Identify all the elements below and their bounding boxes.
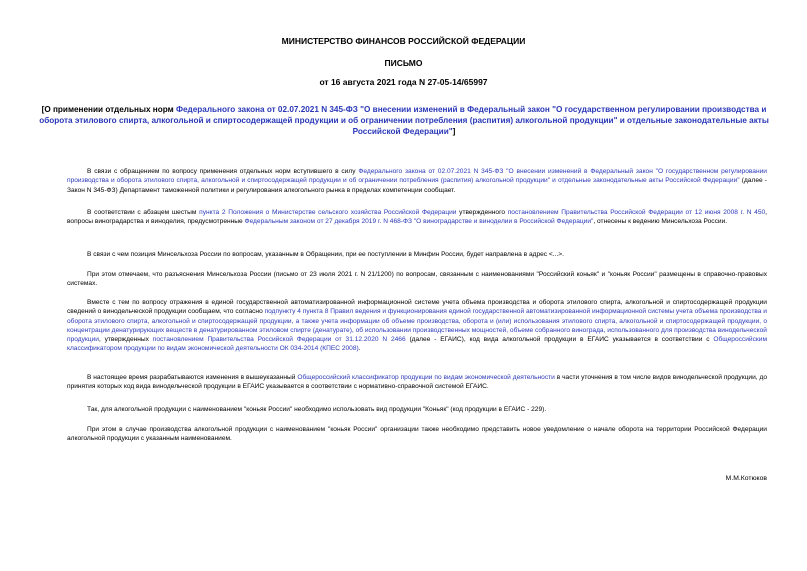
p6-text-1: В настоящее время разрабатываются изменения в вышеуказанный (87, 374, 298, 381)
p5-text-1: Вместе с тем по вопросу отражения в единой государственной автоматизированной информационной системе учета объема производства и оборота этилового спирта, алкогольной и спиртосодержащей продукции сведений о винодельческой продукции сообщаем, что согласно (67, 299, 767, 316)
paragraph-5 (67, 298, 767, 354)
subject-law-link[interactable]: Федерального закона от 02.07.2021 N 345-ФЗ "О внесении изменений в Федеральный закон "О государственном регулировании производства и оборота этилового спирта, алкогольной и спиртосодержащей продукции и об ограничении потребления (распития) алкогольной продукции" и отдельные законодательные акты Российской Федерации" (39, 105, 769, 136)
paragraph-2 (67, 208, 767, 227)
p8-text: При этом в случае производства алкогольной продукции с наименованием "коньяк России" организации также необходимо представить новое уведомление о начале оборота на территории Российской Федерации алкогольной продукции с указанным наименованием. (67, 426, 767, 443)
p5-classifier-link[interactable]: Общероссийским классификатором продукции по видам экономической деятельности ОК 034-2014 (КПЕС 2008) (67, 336, 767, 353)
document-date: от 16 августа 2021 года N 27-05-14/65997 (319, 77, 488, 87)
p6-classifier-link[interactable]: Общероссийский классификатор продукции по видам экономической деятельности (297, 374, 555, 381)
p2-text-1: В соответствии с абзацем шестым (87, 209, 200, 216)
subject-text-1: [О применении отдельных норм (41, 105, 176, 114)
p2-text-3: , вопросы виноградарства и виноделия, предусмотренные (67, 209, 768, 226)
p5-text-2: , утвержденных (98, 336, 153, 344)
p1-law-link[interactable]: Федерального закона от 02.07.2021 N 345-ФЗ "О внесении изменений в Федеральный закон "О государственном регулировании производства и оборота этилового спирта, алкогольной и спиртосодержащей продукции и об ограничении потребления (распития) алкогольной продукции" и отдельные законодательные акты Российской Федерации" (67, 168, 767, 185)
paragraph-8 (67, 425, 767, 444)
p2-text-4: , отнесены к ведению Минсельхоза России. (593, 218, 728, 226)
subject-text-2: ] (452, 127, 456, 136)
p2-regulation-link[interactable]: пункта 2 Положения о Министерстве сельского хозяйства Российской Федерации (199, 209, 457, 216)
p1-text-2: (далее - Закон N 345-ФЗ) Департамент таможенной политики и регулирования алкогольного рынка в пределах компетенции сообщает. (67, 177, 767, 194)
p7-text: Так, для алкогольной продукции с наименованием "коньяк России" необходимо использовать вид продукции "Коньяк" (код продукции в ЕГАИС - 229). (87, 406, 547, 413)
p4-text: При этом отмечаем, что разъяснения Минсельхоза России (письмо от 23 июля 2021 г. N 21/1200) по вопросам, связанным с наименованиями "Российский коньяк" и "коньяк России" размещены в справочно-правовых системах. (67, 271, 767, 288)
p5-text-4: . (358, 345, 361, 353)
signature: М.М.Котюков (725, 475, 767, 482)
p3-text: В связи с чем позиция Минсельхоза России по вопросам, указанным в Обращении, при ее поступлении в Минфин России, будет направлена в адрес <...>. (87, 251, 564, 258)
document-type: ПИСЬМО (384, 58, 423, 68)
document-subject (28, 104, 780, 137)
p2-resolution-link[interactable]: постановлением Правительства Российской Федерации от 12 июня 2008 г. N 450 (507, 209, 766, 216)
p5-rules-link[interactable]: подпункту 4 пункта 8 Правил ведения и функционирования единой государственной автоматизированной информационной системы учета объема производства и оборота этилового спирта, алкогольной и спиртосодержащей продукции, а также учета информации об объеме производства, оборота и (или) использования этилового спирта, алкогольной и спиртосодержащей продукции, о концентрации денатурирующих веществ в денатурированном этиловом спирте (денатурате), об использовании производственных мощностей, объеме собранного винограда, использованного для производства винодельческой продукции (67, 308, 767, 344)
p6-text-2: в части уточнения в том числе видов винодельческой продукции, до принятия которых код вида винодельческой продукции в ЕГАИС указывается в соответствии с нормативно-справочной системой ЕГАИС. (67, 374, 767, 391)
p5-resolution-link[interactable]: постановлением Правительства Российской Федерации от 31.12.2020 N 2466 (152, 336, 406, 344)
paragraph-7 (67, 405, 767, 414)
ministry-title: МИНИСТЕРСТВО ФИНАНСОВ РОССИЙСКОЙ ФЕДЕРАЦИИ (281, 36, 526, 46)
paragraph-1 (67, 167, 767, 195)
p2-text-2: утвержденного (456, 209, 508, 216)
p2-federal-law-link[interactable]: Федеральным законом от 27 декабря 2019 г. N 468-ФЗ "О виноградарстве и виноделии в Российской Федерации" (244, 218, 594, 226)
paragraph-4 (67, 270, 767, 289)
p5-text-3: (далее - ЕГАИС), код вида алкогольной продукции в ЕГАИС указывается в соответствии с (405, 336, 714, 344)
paragraph-6 (67, 373, 767, 392)
p1-text-1: В связи с обращением по вопросу применения отдельных норм вступившего в силу (87, 168, 359, 175)
paragraph-3 (67, 250, 767, 259)
